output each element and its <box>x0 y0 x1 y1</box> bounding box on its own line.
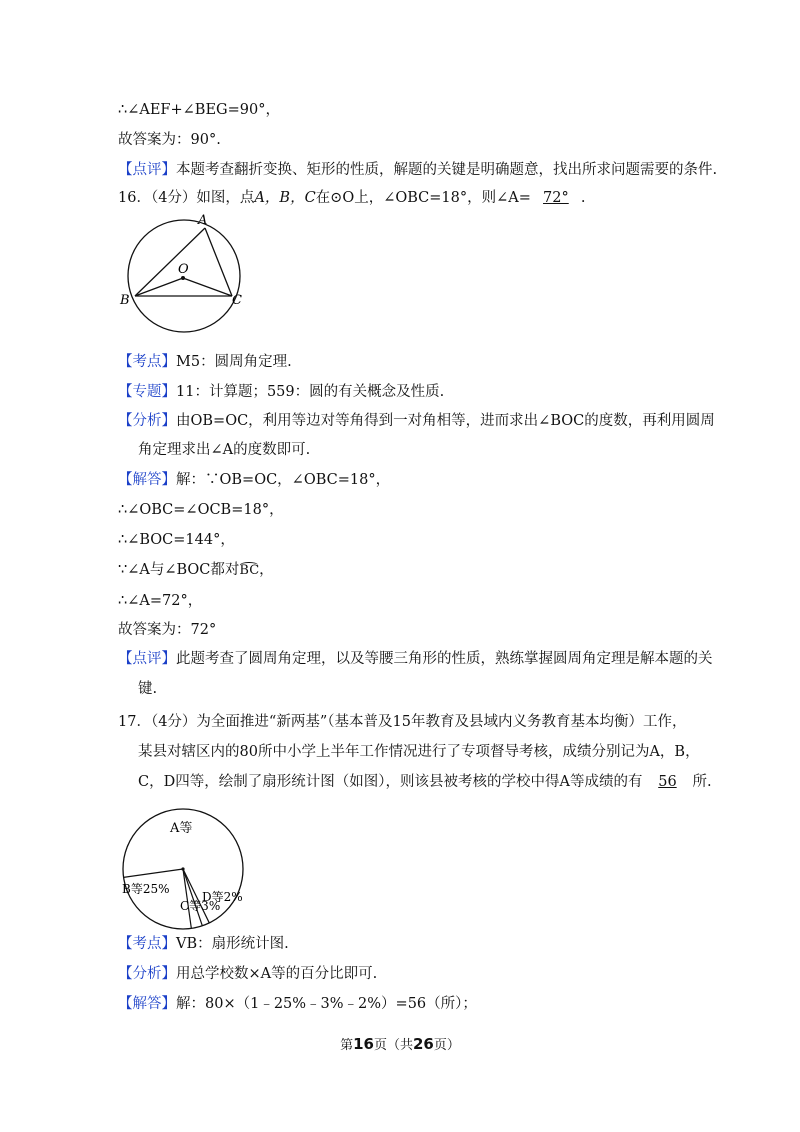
jieda-17-text: 解：80×（1﹣25%﹣3%﹣2%）=56（所）； <box>176 996 477 1012</box>
q17-line-3 <box>138 772 712 792</box>
chord-ac <box>205 228 232 296</box>
label-d-grade: D等2% <box>202 890 243 904</box>
kaodian-tag: 【考点】 <box>118 354 176 370</box>
q16-answer-blank: 72° <box>543 190 569 206</box>
label-a: A <box>198 213 208 228</box>
chord-ab <box>135 228 205 296</box>
zhuanti-text: 11：计算题；559：圆的有关概念及性质. <box>176 384 445 400</box>
label-o: O <box>178 262 189 277</box>
jieda-17 <box>118 994 477 1014</box>
zhuanti-tag: 【专题】 <box>118 384 176 400</box>
label-a-grade: A等 <box>170 821 193 836</box>
radius-ob <box>135 278 183 296</box>
fenxi-17 <box>118 964 377 984</box>
pingjia-text-2: 键. <box>138 681 158 697</box>
footer-pre: 第 <box>340 1038 354 1053</box>
pie-center <box>181 867 184 870</box>
kaodian-17-text: VB：扇形统计图. <box>176 936 289 952</box>
footer-post: 页） <box>433 1038 460 1053</box>
kaodian-17-tag: 【考点】 <box>118 936 176 952</box>
label-c-grade: C等3% <box>180 899 221 913</box>
step-2: ∴∠BOC=144°， <box>118 532 235 548</box>
label-c: C <box>232 293 242 308</box>
q17-line-1: 17．（4分）为全面推进“新两基”（基本普及15年教育及县域内义务教育基本均衡）工作， <box>118 714 687 730</box>
question-16 <box>118 188 586 208</box>
q17-answer-blank: 56 <box>658 774 677 790</box>
footer-page-number: 16 <box>353 1035 374 1053</box>
kaodian-text: M5：圆周角定理. <box>176 354 292 370</box>
fenxi-tag: 【分析】 <box>118 413 176 429</box>
arc-bc: BC <box>239 561 259 581</box>
step-3 <box>118 560 274 581</box>
q17-line-3-end: 所. <box>692 774 712 790</box>
label-b: B <box>120 293 130 308</box>
figure-16-circle <box>118 212 248 338</box>
jieda-16 <box>118 470 390 490</box>
q17-line-2: 某县对辖区内的80所中小学上半年工作情况进行了专项督导考核，成绩分别记为A，B， <box>138 744 700 760</box>
jieda-17-tag: 【解答】 <box>118 996 176 1012</box>
kaodian-17 <box>118 934 289 954</box>
pingjia-16 <box>118 649 713 669</box>
line-answer-90: 故答案为：90°. <box>118 132 221 148</box>
fenxi-16 <box>118 411 715 431</box>
radius-oc <box>183 278 232 296</box>
zhuanti-16 <box>118 382 444 402</box>
q17-line-3-prefix: C，D四等，绘制了扇形统计图（如图），则该县被考核的学校中得A等成绩的有 <box>138 774 643 790</box>
comment-text: 本题考查翻折变换、矩形的性质，解题的关键是明确题意，找出所求问题需要的条件. <box>176 162 718 178</box>
step-1: ∴∠OBC=∠OCB=18°， <box>118 502 284 518</box>
q16-middle: 在⊙O上，∠OBC=18°，则∠A= <box>315 190 531 206</box>
step-3-end: ， <box>259 562 274 578</box>
pie-chart <box>118 806 248 932</box>
comment-tag: 【点评】 <box>118 162 176 178</box>
label-b-grade: B等25% <box>122 882 170 896</box>
fenxi-17-tag: 【分析】 <box>118 966 176 982</box>
footer-mid: 页（共 <box>373 1038 413 1053</box>
page-footer <box>0 1034 800 1053</box>
q16-end: . <box>580 190 586 206</box>
comment-15 <box>118 160 717 180</box>
kaodian-16 <box>118 352 292 372</box>
fenxi-17-text: 用总学校数×A等的百分比即可. <box>176 966 378 982</box>
jieda-text: 解：∵OB=OC，∠OBC=18°， <box>176 472 391 488</box>
jieda-tag: 【解答】 <box>118 472 176 488</box>
step-5: 故答案为：72° <box>118 622 217 638</box>
line-angle-sum: ∴∠AEF+∠BEG=90°， <box>118 102 280 118</box>
pingjia-tag: 【点评】 <box>118 651 176 667</box>
fenxi-text-1: 由OB=OC，利用等边对等角得到一对角相等，进而求出∠BOC的度数，再利用圆周 <box>176 413 715 429</box>
fenxi-text-2: 角定理求出∠A的度数即可. <box>138 442 311 458</box>
pingjia-text-1: 此题考查了圆周角定理，以及等腰三角形的性质，熟练掌握圆周角定理是解本题的关 <box>176 651 713 667</box>
q16-points: A，B，C <box>254 190 316 206</box>
step-4: ∴∠A=72°， <box>118 593 203 609</box>
step-3-prefix: ∵∠A与∠BOC都对 <box>118 562 240 578</box>
footer-total-pages: 26 <box>413 1035 434 1053</box>
q16-prefix: 16．（4分）如图，点 <box>118 190 255 206</box>
